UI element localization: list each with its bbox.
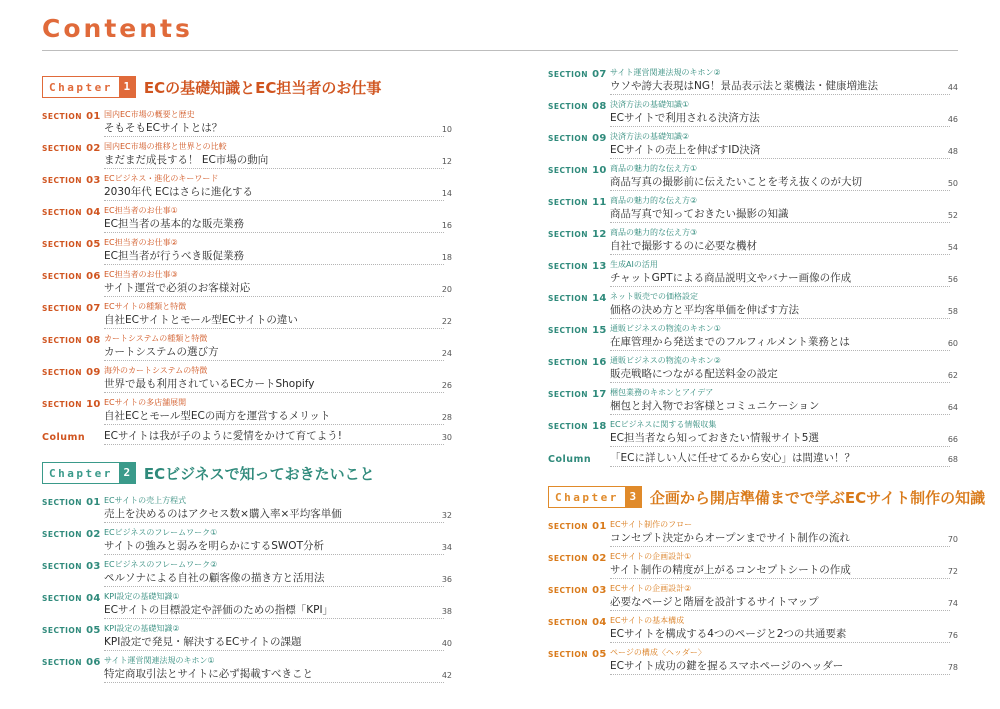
chapter-2-header[interactable] [42,460,452,486]
section-number: 09 [86,367,101,378]
section-title: KPI設定で発見・解決するECサイトの課題 [104,635,444,651]
section-title: まだまだ成長する！ EC市場の動向 [104,153,444,169]
section-number: 03 [86,175,101,186]
section-title: EC担当者の基本的な販売業務 [104,217,444,233]
section-label [42,239,101,250]
section-word: SECTION [42,272,83,281]
page-number: 12 [441,157,452,166]
section-label [548,165,607,176]
section-number: 05 [86,239,101,250]
section-title: ECサイトの目標設定や評価のための指標「KPI」 [104,603,444,619]
section-title: コンセプト決定からオープンまでサイト制作の流れ [610,531,950,547]
page-number: 68 [947,455,958,464]
page-number: 30 [441,433,452,442]
section-label [548,357,607,368]
section-subtitle: ECビジネスのフレームワーク② [104,560,218,569]
section-title: 売上を決めるのはアクセス数×購入率×平均客単価 [104,507,444,523]
toc-entry[interactable] [548,518,958,550]
page-number: 38 [441,607,452,616]
section-subtitle: 商品の魅力的な伝え方② [610,196,698,205]
page-number: 54 [947,243,958,252]
section-word: SECTION [42,594,83,603]
section-word: SECTION [548,650,589,659]
section-label [42,111,101,122]
page-number: 56 [947,275,958,284]
page-number: 70 [947,535,958,544]
section-word: SECTION [42,144,83,153]
section-number: 06 [86,657,101,668]
toc-entry[interactable] [42,332,452,364]
section-word: SECTION [548,70,589,79]
chapter-1-header[interactable] [42,74,452,100]
section-label [548,585,607,596]
section-word: SECTION [42,400,83,409]
section-word: SECTION [42,626,83,635]
section-subtitle: 商品の魅力的な伝え方① [610,164,698,173]
section-number: 03 [86,561,101,572]
page-number: 66 [947,435,958,444]
section-subtitle: ECサイトの企画設計① [610,552,692,561]
section-title: 必要なページと階層を設計するサイトマップ [610,595,950,611]
section-number: 02 [592,553,607,564]
section-word: SECTION [548,198,589,207]
section-number: 08 [592,101,607,112]
toc-entry[interactable] [42,654,452,686]
section-title: カートシステムの選び方 [104,345,444,361]
section-label [42,367,101,378]
section-word: SECTION [42,498,83,507]
page-number: 42 [441,671,452,680]
section-number: 14 [592,293,607,304]
section-number: 05 [592,649,607,660]
page-number: 48 [947,147,958,156]
section-label [548,293,607,304]
chapter-1-column[interactable] [42,428,452,452]
section-word: SECTION [548,262,589,271]
section-title: EC担当者なら知っておきたい情報サイト5選 [610,431,950,447]
page-number: 20 [441,285,452,294]
section-label [548,101,607,112]
page-number: 36 [441,575,452,584]
right-column [548,66,986,678]
section-label [42,529,101,540]
toc-entry[interactable] [548,258,958,290]
section-label [548,261,607,272]
section-number: 07 [592,69,607,80]
section-subtitle: KPI設定の基礎知識② [104,624,180,633]
section-subtitle: ECビジネスのフレームワーク① [104,528,218,537]
section-title: ウソや誇大表現はNG！景品表示法と薬機法・健康増進法 [610,79,950,95]
section-word: SECTION [42,304,83,313]
section-number: 09 [592,133,607,144]
toc-entry[interactable] [42,364,452,396]
toc-entry[interactable] [42,204,452,236]
page-number: 44 [947,83,958,92]
section-subtitle: ページの構成〈ヘッダー〉 [610,648,706,657]
column-title: ECサイトは我が子のように愛情をかけて育てよう! [104,429,444,445]
section-number: 15 [592,325,607,336]
section-subtitle: 海外のカートシステムの特徴 [104,366,208,375]
section-word: SECTION [548,294,589,303]
section-word: SECTION [548,102,589,111]
section-subtitle: ECサイトの種類と特徴 [104,302,187,311]
chapter-2-entries-continued [548,66,958,450]
page-number: 72 [947,567,958,576]
section-word: SECTION [548,134,589,143]
toc-entry[interactable] [548,98,958,130]
section-label [42,399,101,410]
toc-entry[interactable] [42,494,452,526]
page-number: 26 [441,381,452,390]
section-title: 販売戦略につながる配送料金の設定 [610,367,950,383]
section-title: ECサイトで利用される決済方法 [610,111,950,127]
section-word: SECTION [548,522,589,531]
chapter-title: ECの基礎知識とEC担当者のお仕事 [143,78,382,97]
section-title: サイト運営で必須のお客様対応 [104,281,444,297]
section-subtitle: 通販ビジネスの物流のキホン① [610,324,721,333]
section-title: 商品写真で知っておきたい撮影の知識 [610,207,950,223]
toc-entry[interactable] [42,140,452,172]
chapter-3-entries [548,518,958,678]
section-label [548,197,607,208]
page-number: 28 [441,413,452,422]
page-number: 62 [947,371,958,380]
page-number: 10 [441,125,452,134]
section-number: 04 [86,207,101,218]
section-title: ECサイト成功の鍵を握るスマホページのヘッダー [610,659,950,675]
section-word: SECTION [42,658,83,667]
section-title: 2030年代 ECはさらに進化する [104,185,444,201]
section-number: 10 [592,165,607,176]
section-subtitle: 通販ビジネスの物流のキホン② [610,356,721,365]
section-word: SECTION [548,166,589,175]
section-subtitle: ECビジネス・進化のキーワード [104,174,219,183]
section-subtitle: ECサイトの基本構成 [610,616,685,625]
section-subtitle: 生成AIの活用 [610,260,658,269]
page-number: 60 [947,339,958,348]
toc-entry[interactable] [42,622,452,654]
section-title: 在庫管理から発送までのフルフィルメント業務とは [610,335,950,351]
section-number: 03 [592,585,607,596]
page-title: Contents [42,14,193,43]
page-number: 52 [947,211,958,220]
page-number: 18 [441,253,452,262]
chapter-number: 2 [119,463,135,483]
page-number: 32 [441,511,452,520]
section-number: 11 [592,197,607,208]
section-subtitle: 商品の魅力的な伝え方③ [610,228,698,237]
section-word: SECTION [42,336,83,345]
section-label [548,389,607,400]
section-word: SECTION [42,112,83,121]
toc-entry[interactable] [548,418,958,450]
page-number: 16 [441,221,452,230]
toc-entry[interactable] [548,226,958,258]
toc-entry[interactable] [548,322,958,354]
page-number: 64 [947,403,958,412]
page-number: 78 [947,663,958,672]
chapter-label: Chapter [49,80,113,94]
section-word: SECTION [42,208,83,217]
section-label [548,421,607,432]
chapter-label-box [548,486,642,508]
section-title: ECサイトの売上を伸ばすID決済 [610,143,950,159]
section-title: 世界で最も利用されているECカートShopify [104,377,444,393]
section-subtitle: カートシステムの種類と特徴 [104,334,208,343]
chapter-3-header[interactable] [548,484,986,510]
chapter-2-column[interactable] [548,450,958,474]
section-subtitle: ECサイト制作のフロー [610,520,693,529]
section-label [42,271,101,282]
page-number: 40 [441,639,452,648]
page-number: 76 [947,631,958,640]
section-subtitle: 国内EC市場の概要と歴史 [104,110,195,119]
toc-entry[interactable] [42,108,452,140]
section-subtitle: サイト運営関連法規のキホン① [104,656,215,665]
section-title: 自社ECサイトとモール型ECサイトの違い [104,313,444,329]
section-title: 特定商取引法とサイトに必ず掲載すべきこと [104,667,444,683]
section-number: 08 [86,335,101,346]
chapter-number: 1 [119,77,135,97]
toc-entry[interactable] [548,550,958,582]
section-label [548,649,607,660]
chapter-title: ECビジネスで知っておきたいこと [143,464,375,483]
section-word: SECTION [42,562,83,571]
section-title: 梱包と封入物でお客様とコミュニケーション [610,399,950,415]
chapter-1-entries [42,108,452,428]
section-number: 04 [86,593,101,604]
section-word: SECTION [42,240,83,249]
section-number: 02 [86,529,101,540]
section-label [42,593,101,604]
section-title: ECサイトを構成する4つのページと2つの共通要素 [610,627,950,643]
toc-entry[interactable] [42,396,452,428]
section-number: 16 [592,357,607,368]
section-title: サイト制作の精度が上がるコンセプトシートの作成 [610,563,950,579]
section-word: SECTION [548,554,589,563]
section-subtitle: ECビジネスに関する情報収集 [610,420,717,429]
section-number: 18 [592,421,607,432]
section-word: SECTION [42,368,83,377]
toc-entry[interactable] [42,300,452,332]
section-word: SECTION [548,326,589,335]
section-number: 01 [592,521,607,532]
section-label [42,207,101,218]
page-number: 22 [441,317,452,326]
section-word: SECTION [548,422,589,431]
title-divider [42,50,958,51]
page-number: 50 [947,179,958,188]
section-subtitle: 梱包業務のキホンとアイデア [610,388,714,397]
toc-entry[interactable] [548,582,958,614]
chapter-2-entries [42,494,452,686]
section-subtitle: ネット販売での価格設定 [610,292,698,301]
section-word: SECTION [42,530,83,539]
section-number: 06 [86,271,101,282]
section-label [42,561,101,572]
section-label [42,175,101,186]
section-label [548,133,607,144]
section-number: 13 [592,261,607,272]
chapter-title: 企画から開店準備までで学ぶECサイト制作の知識 [649,488,986,507]
section-label [42,625,101,636]
section-title: ペルソナによる自社の顧客像の描き方と活用法 [104,571,444,587]
toc-entry[interactable] [548,386,958,418]
chapter-number: 3 [625,487,641,507]
chapter-label: Chapter [49,466,113,480]
section-title: チャットGPTによる商品説明文やバナー画像の作成 [610,271,950,287]
section-subtitle: ECサイトの売上方程式 [104,496,187,505]
column-label: Column [42,432,86,443]
section-word: SECTION [548,618,589,627]
toc-entry[interactable] [42,172,452,204]
left-column [42,66,452,686]
page-number: 24 [441,349,452,358]
section-label [548,229,607,240]
section-subtitle: ECサイトの企画設計② [610,584,692,593]
page-number: 14 [441,189,452,198]
section-label [548,69,607,80]
chapter-label: Chapter [555,490,619,504]
section-subtitle: EC担当者のお仕事③ [104,270,178,279]
toc-entry[interactable] [42,236,452,268]
section-label [548,325,607,336]
column-title: 「ECに詳しい人に任せてるから安心」は間違い！？ [610,451,950,467]
section-label [42,335,101,346]
toc-entry[interactable] [42,268,452,300]
section-label [42,497,101,508]
section-title: サイトの強みと弱みを明らかにするSWOT分析 [104,539,444,555]
section-title: EC担当者が行うべき販促業務 [104,249,444,265]
section-number: 01 [86,111,101,122]
section-label [42,657,101,668]
toc-entry[interactable] [42,558,452,590]
section-subtitle: サイト運営関連法規のキホン② [610,68,721,77]
chapter-label-box [42,462,136,484]
section-subtitle: 決済方法の基礎知識② [610,132,690,141]
section-number: 01 [86,497,101,508]
section-number: 02 [86,143,101,154]
section-title: そもそもECサイトとは？ [104,121,444,137]
toc-entry[interactable] [548,162,958,194]
section-subtitle: EC担当者のお仕事② [104,238,178,247]
section-number: 10 [86,399,101,410]
section-number: 12 [592,229,607,240]
section-label [42,143,101,154]
section-number: 17 [592,389,607,400]
section-word: SECTION [548,230,589,239]
section-word: SECTION [548,358,589,367]
section-subtitle: 国内EC市場の推移と世界との比較 [104,142,227,151]
section-number: 05 [86,625,101,636]
page-number: 46 [947,115,958,124]
toc-entry[interactable] [42,590,452,622]
chapter-label-box [42,76,136,98]
toc-entry[interactable] [42,526,452,558]
section-subtitle: 決済方法の基礎知識① [610,100,690,109]
section-word: SECTION [42,176,83,185]
toc-entry[interactable] [548,194,958,226]
section-subtitle: KPI設定の基礎知識① [104,592,180,601]
page-number: 74 [947,599,958,608]
section-number: 04 [592,617,607,628]
section-subtitle: EC担当者のお仕事① [104,206,178,215]
section-title: 自社ECとモール型ECの両方を運営するメリット [104,409,444,425]
section-title: 自社で撮影するのに必要な機材 [610,239,950,255]
section-label [548,553,607,564]
toc-entry[interactable] [548,614,958,646]
section-label [42,303,101,314]
page-number: 58 [947,307,958,316]
section-title: 商品写真の撮影前に伝えたいことを考え抜くのが大切 [610,175,950,191]
page-number: 34 [441,543,452,552]
toc-entry[interactable] [548,130,958,162]
column-label: Column [548,454,592,465]
section-label [548,617,607,628]
section-subtitle: ECサイトの多店舗展開 [104,398,187,407]
toc-entry[interactable] [548,646,958,678]
toc-entry[interactable] [548,354,958,386]
section-word: SECTION [548,390,589,399]
section-label [548,521,607,532]
section-number: 07 [86,303,101,314]
section-title: 価格の決め方と平均客単価を伸ばす方法 [610,303,950,319]
toc-entry[interactable] [548,290,958,322]
section-word: SECTION [548,586,589,595]
toc-entry[interactable] [548,66,958,98]
